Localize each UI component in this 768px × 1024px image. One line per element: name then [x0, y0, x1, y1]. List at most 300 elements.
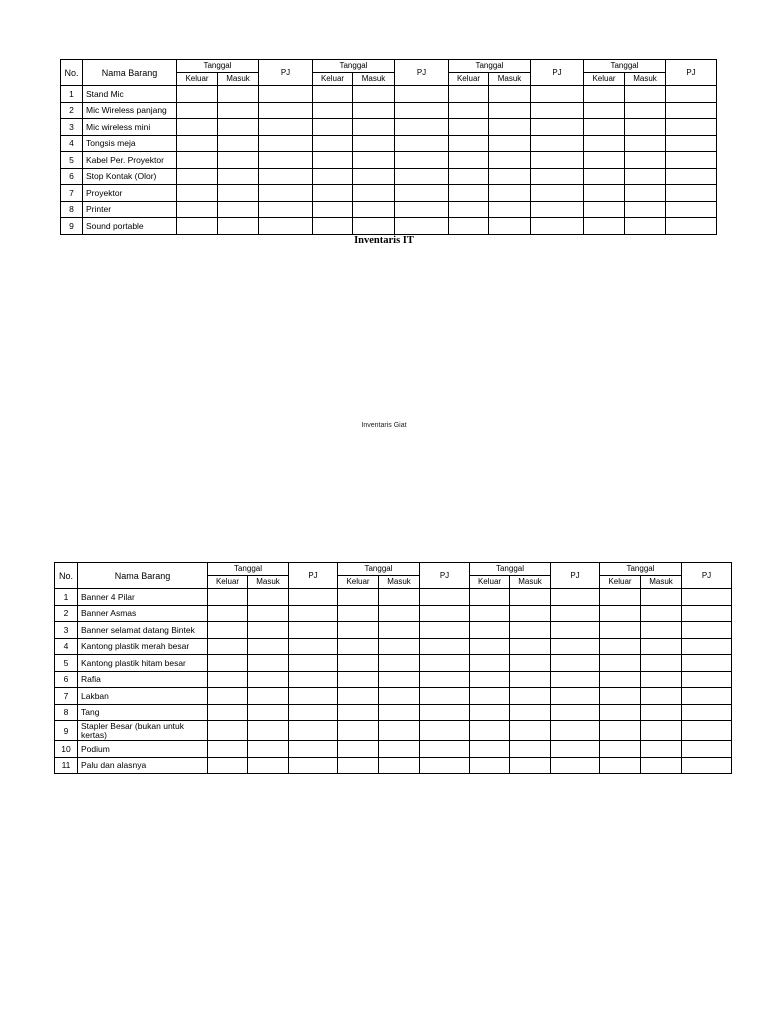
empty-cell	[625, 102, 666, 119]
header-masuk: Masuk	[625, 73, 666, 86]
empty-cell	[289, 688, 338, 705]
row-number: 8	[55, 704, 78, 721]
table-row	[55, 655, 732, 672]
empty-cell	[395, 185, 449, 202]
empty-cell	[379, 671, 420, 688]
empty-cell	[641, 622, 682, 639]
empty-cell	[470, 605, 510, 622]
row-number: 6	[61, 168, 83, 185]
empty-cell	[584, 185, 625, 202]
empty-cell	[259, 119, 313, 136]
row-number: 4	[55, 638, 78, 655]
empty-cell	[584, 119, 625, 136]
empty-cell	[420, 622, 470, 639]
header-no: No.	[61, 60, 83, 86]
empty-cell	[666, 135, 717, 152]
empty-cell	[218, 86, 259, 103]
item-name: Banner Asmas	[78, 605, 208, 622]
empty-cell	[449, 102, 489, 119]
empty-cell	[177, 152, 218, 169]
empty-cell	[584, 135, 625, 152]
empty-cell	[248, 622, 289, 639]
table-row	[55, 704, 732, 721]
row-number: 2	[55, 605, 78, 622]
empty-cell	[420, 589, 470, 606]
empty-cell	[584, 168, 625, 185]
empty-cell	[625, 152, 666, 169]
empty-cell	[531, 168, 584, 185]
empty-cell	[531, 86, 584, 103]
table-row	[61, 119, 717, 136]
empty-cell	[682, 622, 732, 639]
table-row	[61, 201, 717, 218]
empty-cell	[551, 741, 600, 758]
empty-cell	[420, 757, 470, 774]
table-row	[55, 622, 732, 639]
empty-cell	[177, 218, 218, 235]
item-name: Stand Mic	[83, 86, 177, 103]
empty-cell	[510, 589, 551, 606]
empty-cell	[600, 757, 641, 774]
empty-cell	[625, 218, 666, 235]
empty-cell	[289, 605, 338, 622]
empty-cell	[353, 86, 395, 103]
empty-cell	[208, 741, 248, 758]
empty-cell	[289, 638, 338, 655]
empty-cell	[353, 201, 395, 218]
empty-cell	[379, 655, 420, 672]
empty-cell	[395, 152, 449, 169]
empty-cell	[641, 704, 682, 721]
empty-cell	[313, 135, 353, 152]
empty-cell	[510, 655, 551, 672]
empty-cell	[510, 704, 551, 721]
empty-cell	[600, 622, 641, 639]
empty-cell	[600, 638, 641, 655]
header-masuk: Masuk	[641, 576, 682, 589]
header-tanggal: Tanggal	[338, 563, 420, 576]
header-masuk: Masuk	[248, 576, 289, 589]
empty-cell	[420, 704, 470, 721]
header-tanggal: Tanggal	[208, 563, 289, 576]
empty-cell	[510, 688, 551, 705]
empty-cell	[531, 119, 584, 136]
empty-cell	[551, 721, 600, 741]
empty-cell	[551, 622, 600, 639]
item-name: Banner 4 Pilar	[78, 589, 208, 606]
empty-cell	[259, 218, 313, 235]
empty-cell	[353, 102, 395, 119]
empty-cell	[641, 605, 682, 622]
row-number: 3	[55, 622, 78, 639]
empty-cell	[489, 201, 531, 218]
empty-cell	[641, 671, 682, 688]
empty-cell	[625, 135, 666, 152]
header-masuk: Masuk	[218, 73, 259, 86]
empty-cell	[313, 185, 353, 202]
item-name: Stapler Besar (bukan untuk kertas)	[78, 721, 208, 741]
header-nama-barang: Nama Barang	[78, 563, 208, 589]
empty-cell	[449, 119, 489, 136]
empty-cell	[420, 605, 470, 622]
empty-cell	[259, 152, 313, 169]
empty-cell	[489, 119, 531, 136]
header-keluar: Keluar	[208, 576, 248, 589]
empty-cell	[420, 638, 470, 655]
empty-cell	[625, 168, 666, 185]
empty-cell	[682, 671, 732, 688]
empty-cell	[551, 655, 600, 672]
empty-cell	[584, 102, 625, 119]
empty-cell	[379, 589, 420, 606]
empty-cell	[641, 655, 682, 672]
row-number: 7	[55, 688, 78, 705]
empty-cell	[449, 168, 489, 185]
empty-cell	[584, 201, 625, 218]
empty-cell	[449, 201, 489, 218]
empty-cell	[208, 589, 248, 606]
empty-cell	[177, 185, 218, 202]
empty-cell	[208, 655, 248, 672]
header-keluar: Keluar	[584, 73, 625, 86]
header-tanggal: Tanggal	[313, 60, 395, 73]
item-name: Kantong plastik merah besar	[78, 638, 208, 655]
empty-cell	[338, 688, 379, 705]
empty-cell	[600, 741, 641, 758]
empty-cell	[395, 168, 449, 185]
header-tanggal: Tanggal	[470, 563, 551, 576]
item-name: Mic wireless mini	[83, 119, 177, 136]
empty-cell	[510, 757, 551, 774]
table-row	[55, 671, 732, 688]
table-row	[55, 638, 732, 655]
empty-cell	[379, 704, 420, 721]
empty-cell	[338, 622, 379, 639]
empty-cell	[551, 671, 600, 688]
empty-cell	[666, 168, 717, 185]
empty-cell	[248, 757, 289, 774]
empty-cell	[338, 741, 379, 758]
empty-cell	[395, 86, 449, 103]
empty-cell	[218, 152, 259, 169]
empty-cell	[600, 704, 641, 721]
empty-cell	[470, 757, 510, 774]
inventaris-giat-caption: Inventaris Giat	[361, 422, 407, 429]
empty-cell	[470, 741, 510, 758]
empty-cell	[641, 638, 682, 655]
empty-cell	[682, 721, 732, 741]
empty-cell	[353, 135, 395, 152]
empty-cell	[666, 119, 717, 136]
empty-cell	[248, 741, 289, 758]
empty-cell	[259, 168, 313, 185]
empty-cell	[338, 704, 379, 721]
header-keluar: Keluar	[449, 73, 489, 86]
empty-cell	[177, 119, 218, 136]
empty-cell	[600, 589, 641, 606]
row-number: 3	[61, 119, 83, 136]
empty-cell	[208, 622, 248, 639]
empty-cell	[470, 655, 510, 672]
empty-cell	[470, 721, 510, 741]
empty-cell	[531, 218, 584, 235]
empty-cell	[641, 721, 682, 741]
empty-cell	[449, 185, 489, 202]
table-row	[55, 605, 732, 622]
header-pj: PJ	[259, 60, 313, 86]
table-row	[61, 86, 717, 103]
row-number: 11	[55, 757, 78, 774]
empty-cell	[248, 589, 289, 606]
empty-cell	[666, 218, 717, 235]
empty-cell	[666, 152, 717, 169]
empty-cell	[625, 201, 666, 218]
empty-cell	[489, 218, 531, 235]
empty-cell	[641, 741, 682, 758]
empty-cell	[248, 655, 289, 672]
table-row	[61, 218, 717, 235]
header-tanggal: Tanggal	[177, 60, 259, 73]
empty-cell	[395, 218, 449, 235]
empty-cell	[208, 704, 248, 721]
empty-cell	[208, 721, 248, 741]
empty-cell	[600, 671, 641, 688]
empty-cell	[289, 655, 338, 672]
row-number: 1	[61, 86, 83, 103]
empty-cell	[420, 655, 470, 672]
table-row	[55, 757, 732, 774]
table-row	[55, 589, 732, 606]
inventaris-it-caption: Inventaris IT	[354, 235, 414, 246]
empty-cell	[259, 135, 313, 152]
row-number: 5	[55, 655, 78, 672]
empty-cell	[449, 152, 489, 169]
item-name: Tongsis meja	[83, 135, 177, 152]
empty-cell	[666, 185, 717, 202]
empty-cell	[353, 218, 395, 235]
empty-cell	[682, 655, 732, 672]
empty-cell	[489, 102, 531, 119]
empty-cell	[551, 757, 600, 774]
empty-cell	[600, 655, 641, 672]
empty-cell	[259, 201, 313, 218]
empty-cell	[208, 688, 248, 705]
empty-cell	[489, 86, 531, 103]
table-row	[55, 721, 732, 741]
empty-cell	[177, 135, 218, 152]
empty-cell	[470, 638, 510, 655]
table-row	[61, 185, 717, 202]
empty-cell	[470, 622, 510, 639]
empty-cell	[289, 704, 338, 721]
item-name: Lakban	[78, 688, 208, 705]
empty-cell	[353, 119, 395, 136]
empty-cell	[470, 589, 510, 606]
empty-cell	[313, 86, 353, 103]
empty-cell	[600, 605, 641, 622]
row-number: 2	[61, 102, 83, 119]
empty-cell	[313, 168, 353, 185]
empty-cell	[395, 102, 449, 119]
table-row	[55, 741, 732, 758]
empty-cell	[510, 741, 551, 758]
empty-cell	[489, 135, 531, 152]
header-masuk: Masuk	[379, 576, 420, 589]
header-keluar: Keluar	[177, 73, 218, 86]
header-pj: PJ	[420, 563, 470, 589]
table-row	[61, 102, 717, 119]
empty-cell	[248, 704, 289, 721]
empty-cell	[420, 741, 470, 758]
empty-cell	[510, 605, 551, 622]
empty-cell	[379, 638, 420, 655]
table-row	[61, 168, 717, 185]
empty-cell	[395, 135, 449, 152]
item-name: Proyektor	[83, 185, 177, 202]
row-number: 6	[55, 671, 78, 688]
empty-cell	[248, 638, 289, 655]
empty-cell	[470, 704, 510, 721]
empty-cell	[177, 102, 218, 119]
empty-cell	[289, 589, 338, 606]
header-tanggal: Tanggal	[449, 60, 531, 73]
header-pj: PJ	[395, 60, 449, 86]
empty-cell	[584, 218, 625, 235]
header-nama-barang: Nama Barang	[83, 60, 177, 86]
empty-cell	[510, 622, 551, 639]
empty-cell	[259, 86, 313, 103]
header-no: No.	[55, 563, 78, 589]
empty-cell	[338, 655, 379, 672]
empty-cell	[338, 757, 379, 774]
empty-cell	[682, 741, 732, 758]
empty-cell	[379, 605, 420, 622]
empty-cell	[510, 638, 551, 655]
empty-cell	[379, 688, 420, 705]
empty-cell	[289, 671, 338, 688]
empty-cell	[338, 589, 379, 606]
empty-cell	[510, 671, 551, 688]
empty-cell	[625, 119, 666, 136]
empty-cell	[584, 152, 625, 169]
empty-cell	[259, 102, 313, 119]
empty-cell	[218, 218, 259, 235]
empty-cell	[218, 201, 259, 218]
empty-cell	[531, 152, 584, 169]
empty-cell	[625, 185, 666, 202]
empty-cell	[289, 741, 338, 758]
item-name: Podium	[78, 741, 208, 758]
header-pj: PJ	[289, 563, 338, 589]
empty-cell	[289, 757, 338, 774]
empty-cell	[313, 102, 353, 119]
empty-cell	[641, 688, 682, 705]
empty-cell	[682, 757, 732, 774]
header-pj: PJ	[531, 60, 584, 86]
header-row	[55, 563, 732, 576]
empty-cell	[551, 589, 600, 606]
empty-cell	[177, 168, 218, 185]
empty-cell	[531, 135, 584, 152]
header-keluar: Keluar	[338, 576, 379, 589]
empty-cell	[218, 168, 259, 185]
empty-cell	[208, 638, 248, 655]
empty-cell	[666, 86, 717, 103]
row-number: 8	[61, 201, 83, 218]
empty-cell	[218, 102, 259, 119]
empty-cell	[682, 638, 732, 655]
empty-cell	[531, 102, 584, 119]
empty-cell	[313, 201, 353, 218]
header-row	[61, 60, 717, 73]
empty-cell	[420, 721, 470, 741]
empty-cell	[420, 688, 470, 705]
empty-cell	[338, 638, 379, 655]
header-pj: PJ	[682, 563, 732, 589]
empty-cell	[449, 218, 489, 235]
empty-cell	[379, 721, 420, 741]
header-masuk: Masuk	[353, 73, 395, 86]
empty-cell	[313, 152, 353, 169]
empty-cell	[289, 721, 338, 741]
empty-cell	[177, 201, 218, 218]
item-name: Printer	[83, 201, 177, 218]
header-keluar: Keluar	[313, 73, 353, 86]
empty-cell	[420, 671, 470, 688]
header-masuk: Masuk	[510, 576, 551, 589]
empty-cell	[551, 704, 600, 721]
header-masuk: Masuk	[489, 73, 531, 86]
empty-cell	[600, 721, 641, 741]
empty-cell	[666, 201, 717, 218]
empty-cell	[449, 86, 489, 103]
empty-cell	[449, 135, 489, 152]
header-keluar: Keluar	[600, 576, 641, 589]
empty-cell	[353, 168, 395, 185]
empty-cell	[208, 757, 248, 774]
empty-cell	[208, 671, 248, 688]
empty-cell	[625, 86, 666, 103]
empty-cell	[489, 168, 531, 185]
header-tanggal: Tanggal	[584, 60, 666, 73]
empty-cell	[470, 671, 510, 688]
item-name: Banner selamat datang Bintek	[78, 622, 208, 639]
empty-cell	[338, 721, 379, 741]
empty-cell	[208, 605, 248, 622]
inventaris-it-body	[61, 86, 717, 235]
empty-cell	[338, 671, 379, 688]
header-keluar: Keluar	[470, 576, 510, 589]
empty-cell	[489, 185, 531, 202]
empty-cell	[177, 86, 218, 103]
item-name: Stop Kontak (Olor)	[83, 168, 177, 185]
empty-cell	[531, 185, 584, 202]
empty-cell	[379, 741, 420, 758]
empty-cell	[379, 622, 420, 639]
empty-cell	[551, 688, 600, 705]
empty-cell	[470, 688, 510, 705]
empty-cell	[313, 218, 353, 235]
table-row	[61, 152, 717, 169]
header-tanggal: Tanggal	[600, 563, 682, 576]
item-name: Palu dan alasnya	[78, 757, 208, 774]
empty-cell	[248, 605, 289, 622]
empty-cell	[248, 688, 289, 705]
item-name: Rafia	[78, 671, 208, 688]
empty-cell	[248, 671, 289, 688]
empty-cell	[248, 721, 289, 741]
empty-cell	[353, 185, 395, 202]
